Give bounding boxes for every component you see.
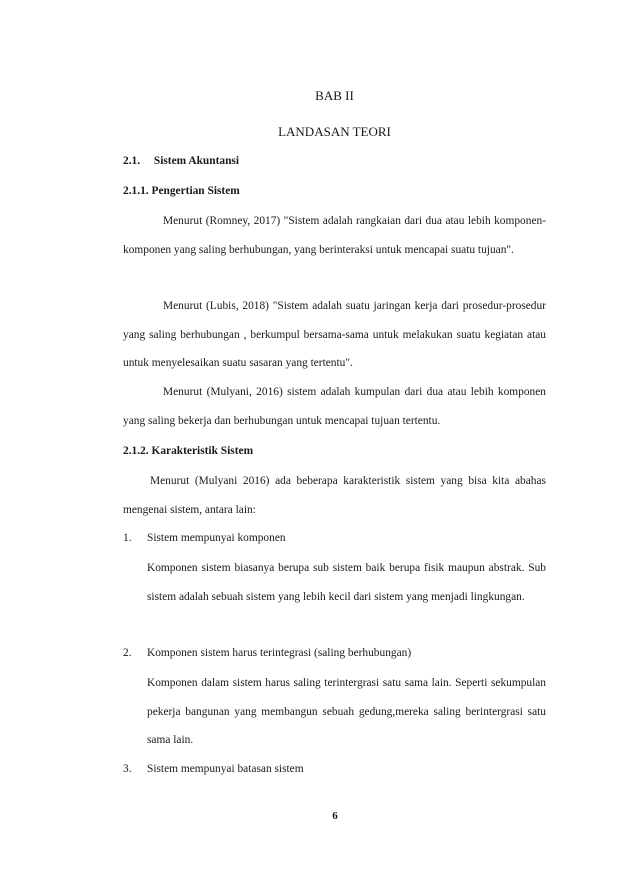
paragraph-mulyani: Menurut (Mulyani, 2016) sistem adalah kumpulan dari dua atau lebih komponen yang saling bekerja dan berhubungan untuk mencapai tujuan tertentu. <box>123 386 546 427</box>
list-item-2-body: Komponen dalam sistem harus saling terintergrasi satu sama lain. Seperti sekumpulan pekerja bangunan yang membangun sebuah gedung,mereka saling berintergrasi satu sama lain. <box>147 677 546 746</box>
subsection-number-1: 2.1.1. <box>123 185 149 197</box>
subsection-title-1: Pengertian Sistem <box>151 185 240 197</box>
list-item-3-label: Sistem mempunyai batasan sistem <box>147 763 304 775</box>
subsection-heading-2 <box>123 441 253 461</box>
list-item-2-number: 2. <box>123 647 132 659</box>
list-item-1-number: 1. <box>123 532 132 544</box>
list-item-1-title <box>123 528 286 548</box>
list-item-1-label: Sistem mempunyai komponen <box>147 532 286 544</box>
chapter-title: LANDASAN TEORI <box>278 124 391 139</box>
subsection-heading-1 <box>123 181 240 201</box>
list-item-3-number: 3. <box>123 763 132 775</box>
paragraph-lubis: Menurut (Lubis, 2018) "Sistem adalah suatu jaringan kerja dari prosedur-prosedur yang saling berhubungan , berkumpul bersama-sama untuk melakukan suatu kegiatan atau untuk menyelesaikan suatu sasaran yang tertentu". <box>123 300 546 369</box>
chapter-label: BAB II <box>315 88 354 103</box>
paragraph-intro-karakteristik: Menurut (Mulyani 2016) ada beberapa karakteristik sistem yang bisa kita abahas mengenai sistem, antara lain: <box>123 475 546 516</box>
list-item-2-title <box>123 643 411 663</box>
section-heading <box>123 151 239 171</box>
subsection-title-2: Karakteristik Sistem <box>151 445 254 457</box>
list-item-3-title <box>123 759 304 779</box>
subsection-number-2: 2.1.2. <box>123 445 149 457</box>
section-number: 2.1. <box>123 155 141 167</box>
paragraph-romney: Menurut (Romney, 2017) "Sistem adalah rangkaian dari dua atau lebih komponen-komponen yang saling berhubungan, yang berinteraksi untuk mencapai suatu tujuan". <box>123 215 546 256</box>
section-title: Sistem Akuntansi <box>153 155 239 167</box>
list-item-1-body: Komponen sistem biasanya berupa sub sistem baik berupa fisik maupun abstrak. Sub sistem adalah sebuah sistem yang lebih kecil dari sistem yang menjadi lingkungan. <box>147 562 546 603</box>
page-number: 6 <box>332 810 338 822</box>
list-item-2-label: Komponen sistem harus terintegrasi (saling berhubungan) <box>147 647 412 659</box>
